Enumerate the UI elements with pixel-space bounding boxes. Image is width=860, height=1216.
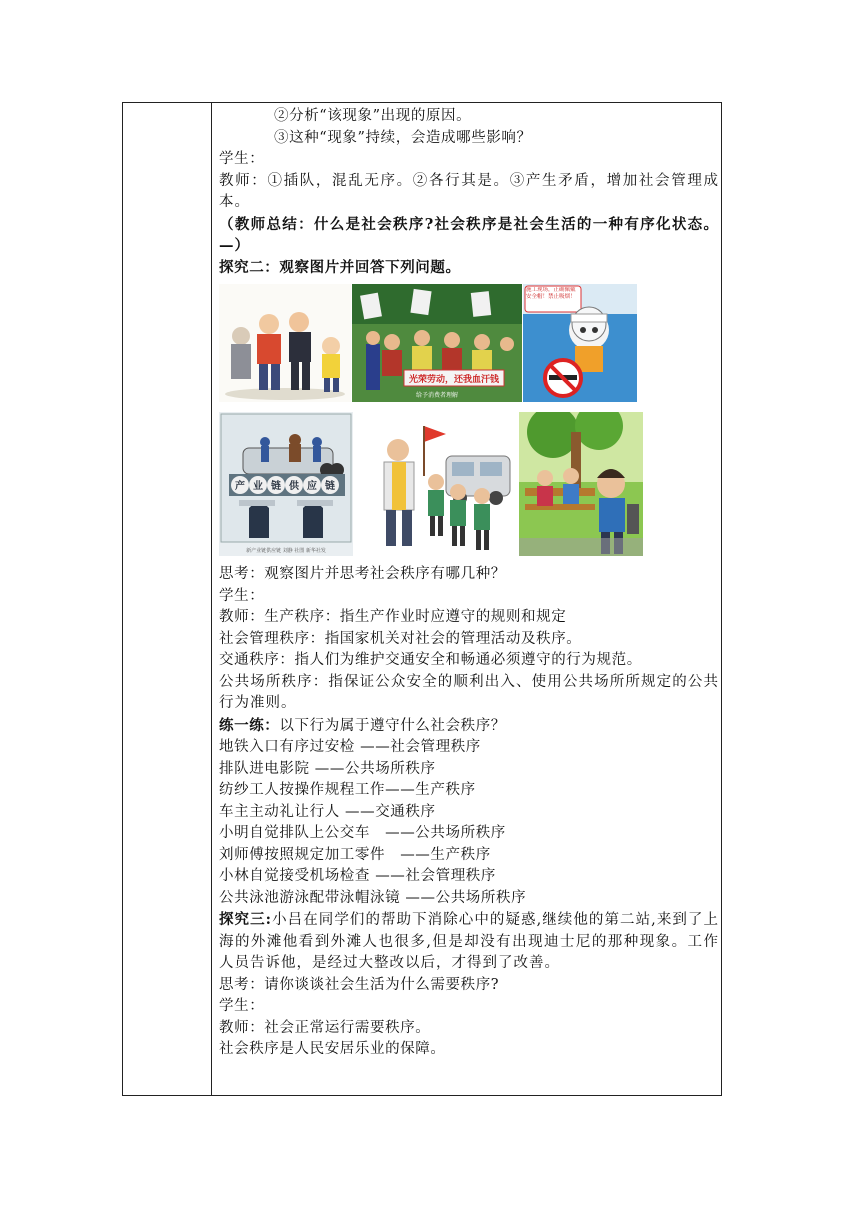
student-line: 学生： xyxy=(219,998,265,1014)
queue-cutting-cartoon-image xyxy=(219,284,351,402)
traffic-guard-image xyxy=(354,412,518,556)
lesson-table xyxy=(122,102,722,1096)
lesson-content xyxy=(219,103,719,1061)
practice-item: 地铁入口有序过安检 ——社会管理秩序 xyxy=(219,739,481,755)
question-line: ②分析“该现象”出现的原因。 xyxy=(274,108,472,124)
explore-two-heading: 探究二：观察图片并回答下列问题。 xyxy=(219,258,461,276)
teacher-line: 教师：生产秩序：指生产作业时应遵守的规则和规定 xyxy=(219,609,567,625)
plate-char: 业 xyxy=(253,481,263,492)
teacher-summary: （教师总结：什么是社会秩序?社会秩序是社会生活的一种有序化状态。—） xyxy=(219,215,719,254)
column-divider xyxy=(211,103,212,1095)
image-grid xyxy=(219,278,719,564)
student-line: 学生： xyxy=(219,151,265,167)
practice-label: 练一练： xyxy=(219,716,280,734)
practice-item: 小明自觉排队上公交车 ——公共场所秩序 xyxy=(219,825,506,841)
definition-line: 社会管理秩序：指国家机关对社会的管理活动及秩序。 xyxy=(219,630,582,647)
safety-bubble-text: 施工现场，正确佩戴安全帽！禁止吸烟！ xyxy=(526,287,576,300)
definition-line: 交通秩序：指人们为维护交通安全和畅通必须遵守的行为规范。 xyxy=(219,652,642,668)
practice-item: 公共泳池游泳配带泳帽泳镜 ——公共场所秩序 xyxy=(219,889,527,906)
think-line: 思考：观察图片并思考社会秩序有哪几种？ xyxy=(219,566,506,582)
wage-protest-image xyxy=(352,284,522,402)
conclusion-line: 社会秩序是人民安居乐业的保障。 xyxy=(219,1041,446,1057)
practice-item: 排队进电影院 ——公共场所秩序 xyxy=(219,760,436,777)
student-line: 学生： xyxy=(219,587,265,604)
supply-chain-caption: 新产业链供应链 刘静 社图 新华社发 xyxy=(246,548,326,554)
plate-char: 链 xyxy=(325,481,335,492)
plate-char: 应 xyxy=(307,481,317,492)
plate-char: 链 xyxy=(271,481,281,492)
park-bench-image xyxy=(519,412,643,556)
plate-char: 产 xyxy=(235,481,245,492)
plate-char: 供 xyxy=(289,481,299,492)
practice-item: 车主主动礼让行人 ——交通秩序 xyxy=(219,803,436,820)
explore-three-paragraph xyxy=(219,909,719,975)
teacher-line: 教师：①插队，混乱无序。②各行其是。③产生矛盾，增加社会管理成本。 xyxy=(219,172,719,210)
construction-safety-image xyxy=(523,284,637,402)
practice-item: 小林自觉接受机场检查 ——社会管理秩序 xyxy=(219,868,497,884)
definition-line: 公共场所秩序：指保证公众安全的顺利出入、使用公共场所所规定的公共行为准则。 xyxy=(219,673,719,711)
protest-caption-text: 给予消费者理解 xyxy=(415,392,459,399)
think-line: 思考：请你谈谈社会生活为什么需要秩序? xyxy=(219,976,500,993)
practice-item: 纺纱工人按操作规程工作——生产秩序 xyxy=(219,782,476,798)
protest-banner-text: 光荣劳动，还我血汗钱 xyxy=(408,375,500,385)
explore-three-label: 探究三: xyxy=(219,911,273,928)
supply-chain-image xyxy=(219,412,353,556)
question-line: ③这种“现象”持续，会造成哪些影响？ xyxy=(274,129,532,146)
practice-item: 刘师傅按照规定加工零件 ——生产秩序 xyxy=(219,846,491,863)
practice-question: 以下行为属于遵守什么社会秩序？ xyxy=(279,717,506,734)
teacher-line: 教师：社会正常运行需要秩序。 xyxy=(219,1019,431,1036)
practice-heading xyxy=(219,715,719,738)
explore-three-text: 小吕在同学们的帮助下消除心中的疑惑,继续他的第二站,来到了上海的外滩他看到外滩人也很多,但是却没有出现迪士尼的那种现象。工作人员告诉他，是经过大整改以后，才得到了改善。 xyxy=(219,912,719,971)
